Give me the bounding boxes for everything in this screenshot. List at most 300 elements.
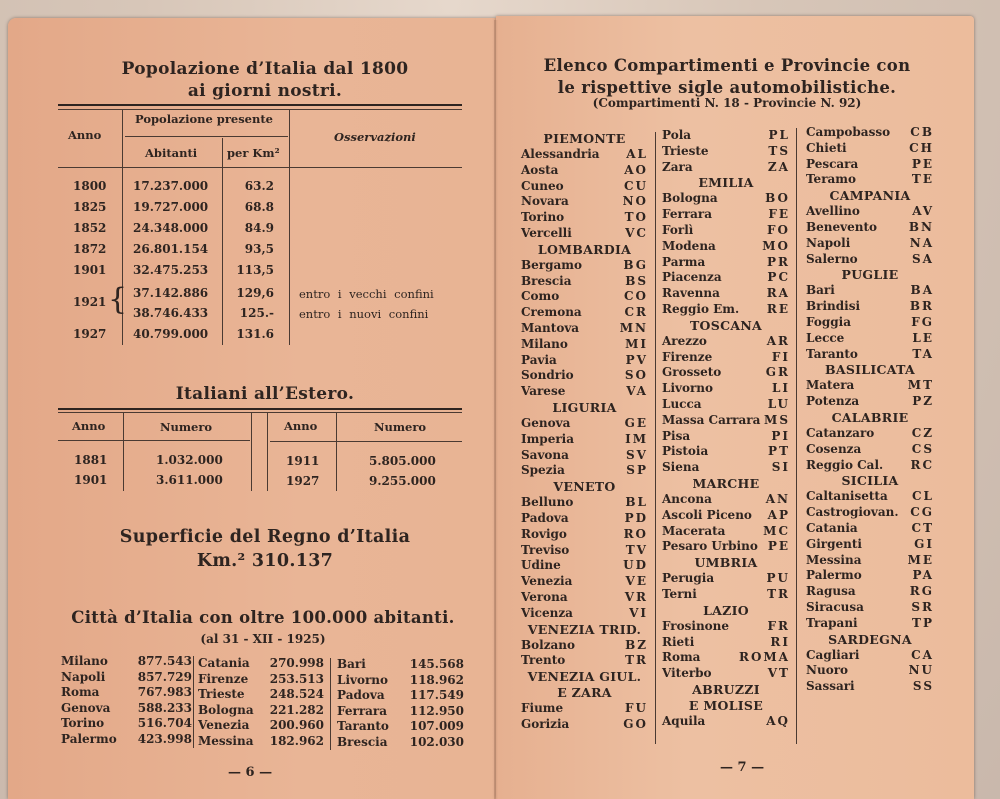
province-row	[521, 717, 648, 733]
province-name: Firenze	[662, 349, 713, 364]
abroad-top-rule-thin	[58, 412, 462, 413]
province-name: Ferrara	[662, 207, 713, 222]
city-row	[198, 703, 324, 719]
province-name: Lucca	[662, 396, 702, 411]
province-name: Viterbo	[662, 666, 712, 681]
compartimento-heading: UMBRIA	[694, 555, 758, 571]
abroad-top-rule	[58, 408, 462, 410]
province-row	[806, 204, 934, 220]
province-row	[521, 638, 648, 654]
header-popolazione-presente: Popolazione presente	[135, 112, 273, 126]
page-number-right: — 7 —	[720, 760, 765, 775]
province-code: GO	[623, 716, 648, 731]
header-abitanti: Abitanti	[145, 146, 198, 160]
province-code: NO	[622, 194, 648, 209]
province-code: SP	[626, 463, 648, 478]
row-1921b-note: entro i nuovi confini	[299, 307, 429, 321]
province-name: Roma	[662, 650, 701, 665]
province-name: Pescara	[806, 156, 859, 171]
province-row	[521, 606, 648, 622]
province-row	[806, 458, 934, 474]
row-1921b-density: 125.-	[239, 306, 274, 320]
provinces-title-line1: Elenco Compartimenti e Provincie con	[543, 56, 911, 75]
province-code: CB	[910, 125, 934, 139]
city-name: Ferrara	[337, 703, 388, 718]
province-name: Zara	[662, 159, 693, 174]
province-code: LI	[771, 381, 790, 396]
province-row	[662, 286, 790, 302]
provinces-column-1	[521, 131, 648, 733]
provinces-divider-2	[796, 128, 797, 744]
province-name: Sassari	[806, 679, 855, 694]
province-name: Venezia	[521, 574, 573, 589]
province-row	[662, 429, 790, 445]
province-name: Nuoro	[806, 663, 849, 678]
compartimento-heading: E ZARA	[557, 685, 612, 701]
province-code: CO	[623, 289, 648, 304]
province-name: Avellino	[806, 204, 860, 219]
province-row	[662, 302, 790, 318]
province-row	[521, 653, 648, 669]
province-name: Pola	[662, 128, 692, 142]
province-name: Vicenza	[521, 605, 573, 620]
surface-title: Superficie del Regno d’Italia	[119, 527, 411, 547]
province-name: Trapani	[806, 615, 858, 630]
province-row	[521, 289, 648, 305]
province-row	[806, 125, 934, 141]
city-row	[337, 719, 464, 735]
province-code: TV	[625, 542, 648, 557]
province-row	[806, 283, 934, 299]
province-row	[521, 226, 648, 242]
city-pop: 423.998	[137, 731, 192, 746]
province-name: Massa Carrara	[662, 412, 761, 427]
province-code: RA	[766, 286, 790, 301]
city-pop: 117.549	[409, 688, 464, 702]
header-anno: Anno	[68, 128, 102, 142]
population-title-line2: ai giorni nostri.	[187, 81, 343, 101]
province-code: MC	[763, 523, 790, 538]
book-spine	[494, 20, 498, 799]
province-name: Pistoia	[662, 444, 709, 459]
city-row	[198, 718, 324, 734]
city-pop: 200.960	[269, 718, 324, 732]
city-row	[198, 734, 324, 750]
province-name: Como	[521, 289, 560, 304]
province-code: TS	[768, 143, 790, 158]
province-row	[662, 508, 790, 524]
cities-divider-1	[193, 656, 194, 748]
province-code: TR	[767, 586, 790, 601]
province-row	[662, 460, 790, 476]
row-1921-anno: 1921	[73, 295, 107, 309]
province-row	[521, 574, 648, 590]
province-row	[521, 305, 648, 321]
province-code: GR	[765, 365, 790, 380]
province-name: Brindisi	[806, 299, 861, 314]
compartimento-heading: CALABRIE	[831, 409, 909, 425]
subheader-rule	[125, 136, 288, 137]
province-code: PR	[767, 254, 790, 269]
province-name: Frosinone	[662, 618, 730, 633]
province-code: RG	[909, 584, 934, 599]
city-pop: 118.962	[409, 672, 464, 687]
city-name: Torino	[61, 716, 105, 730]
province-row	[662, 239, 790, 255]
province-name: Cuneo	[521, 178, 564, 193]
province-code: CA	[911, 647, 934, 662]
province-code: SI	[771, 460, 790, 475]
province-name: Napoli	[806, 235, 851, 250]
province-code: FI	[771, 349, 790, 364]
cities-title: Città d’Italia con oltre 100.000 abitanti.	[71, 608, 455, 627]
province-name: Savona	[521, 447, 569, 462]
province-row	[662, 666, 790, 682]
col-divider-2	[222, 138, 223, 345]
city-name: Messina	[198, 733, 254, 748]
provinces-divider-1	[655, 132, 656, 744]
province-row	[806, 236, 934, 252]
provinces-subtitle: (Compartimenti N. 18 - Provincie N. 92)	[592, 96, 862, 110]
province-code: NU	[908, 663, 934, 678]
province-code: UD	[623, 558, 648, 573]
abroad-divider-4	[336, 413, 337, 491]
province-row	[662, 413, 790, 429]
province-name: Piacenza	[662, 270, 722, 285]
abroad-divider-2	[251, 413, 252, 491]
city-pop: 182.962	[269, 733, 324, 748]
province-name: Alessandria	[521, 147, 600, 161]
population-title-line1: Popolazione d’Italia dal 1800	[121, 59, 409, 79]
row-1852-abitanti: 24.348.000	[133, 221, 209, 235]
city-name: Bari	[337, 657, 366, 671]
province-name: Trieste	[662, 143, 709, 158]
city-row	[198, 672, 324, 688]
province-row	[806, 172, 934, 188]
province-name: Bolzano	[521, 637, 576, 652]
header-osservazioni: Osservazioni	[334, 130, 416, 144]
province-row	[662, 397, 790, 413]
province-code: PL	[768, 128, 790, 142]
province-code: SR	[911, 599, 934, 614]
compartimento-heading: VENEZIA GIUL.	[527, 669, 642, 685]
row-1901-anno: 1901	[73, 263, 107, 277]
province-name: Pavia	[521, 352, 557, 367]
province-row	[806, 220, 934, 236]
row-1800-anno: 1800	[73, 179, 107, 193]
city-row	[337, 735, 464, 751]
province-row	[521, 179, 648, 195]
province-code: TP	[912, 615, 934, 630]
cities-subtitle: (al 31 - XII - 1925)	[200, 632, 326, 646]
province-name: Arezzo	[662, 333, 707, 348]
abroad-1881-numero: 1.032.000	[156, 453, 223, 467]
province-name: Teramo	[806, 172, 856, 187]
abroad-divider-1	[123, 413, 124, 491]
province-row	[806, 394, 934, 410]
city-pop: 253.513	[269, 671, 324, 686]
province-code: PI	[771, 428, 790, 443]
province-row	[521, 384, 648, 400]
province-code: PT	[768, 444, 790, 459]
city-row	[337, 673, 464, 689]
province-row	[521, 527, 648, 543]
province-code: ZA	[767, 159, 790, 174]
city-pop: 102.030	[409, 734, 464, 749]
province-row	[521, 463, 648, 479]
city-pop: 112.950	[409, 703, 464, 718]
city-pop: 270.998	[269, 656, 324, 670]
compartimento-heading: EMILIA	[698, 175, 754, 191]
province-row	[662, 334, 790, 350]
province-row	[662, 650, 790, 666]
province-code: MN	[619, 320, 648, 335]
row-1921b-abitanti: 38.746.433	[133, 306, 209, 320]
province-code: PE	[767, 539, 790, 554]
province-row	[806, 157, 934, 173]
province-code: IM	[625, 431, 648, 446]
cities-column-3	[337, 657, 464, 750]
province-row	[806, 331, 934, 347]
province-code: CG	[910, 505, 934, 520]
abroad-header-anno-left: Anno	[72, 419, 106, 433]
province-code: CS	[911, 441, 934, 456]
surface-block	[60, 526, 470, 572]
abroad-divider-3	[267, 413, 268, 491]
province-code: AP	[767, 507, 790, 522]
province-name: Catanzaro	[806, 425, 875, 440]
city-name: Napoli	[61, 669, 106, 684]
city-name: Firenze	[198, 671, 249, 686]
row-1872-density: 93,5	[244, 242, 274, 256]
province-name: Udine	[521, 558, 561, 573]
province-row	[521, 511, 648, 527]
province-row	[662, 492, 790, 508]
province-row	[662, 144, 790, 160]
province-row	[806, 679, 934, 695]
city-name: Taranto	[337, 719, 389, 733]
province-row	[806, 299, 934, 315]
abroad-1927-numero: 9.255.000	[369, 474, 436, 488]
province-name: Girgenti	[806, 536, 862, 551]
province-code: VI	[629, 605, 648, 620]
page-number-left: — 6 —	[228, 765, 273, 780]
province-name: Caltanisetta	[806, 489, 888, 504]
province-row	[521, 258, 648, 274]
province-row	[662, 635, 790, 651]
province-row	[521, 163, 648, 179]
province-name: Grosseto	[662, 365, 722, 380]
province-row	[521, 416, 648, 432]
province-row	[662, 365, 790, 381]
row-1927-anno: 1927	[73, 327, 107, 341]
province-name: Trento	[521, 653, 566, 668]
province-code: BA	[910, 283, 934, 298]
compartimento-heading: VENETO	[553, 479, 616, 495]
compartimento-heading: PUGLIE	[841, 267, 899, 283]
province-row	[521, 337, 648, 353]
province-code: BL	[625, 495, 648, 510]
province-code: SV	[626, 447, 648, 462]
province-row	[662, 714, 790, 730]
city-row	[337, 704, 464, 720]
province-name: Gorizia	[521, 716, 570, 731]
province-row	[806, 252, 934, 268]
province-row	[806, 489, 934, 505]
city-pop: 145.568	[409, 657, 464, 671]
header-bottom-rule	[58, 167, 462, 168]
province-name: Brescia	[521, 273, 572, 288]
province-row	[662, 571, 790, 587]
city-name: Catania	[198, 656, 250, 670]
province-code: GI	[914, 536, 934, 551]
province-row	[521, 558, 648, 574]
province-row	[806, 315, 934, 331]
city-pop: 516.704	[137, 716, 192, 730]
province-code: SO	[624, 368, 648, 383]
province-name: Torino	[521, 210, 565, 225]
compartimento-heading: LAZIO	[703, 602, 749, 618]
abroad-header-rule-left	[58, 440, 250, 441]
provinces-title	[512, 55, 942, 99]
province-row	[662, 524, 790, 540]
row-1852-density: 84.9	[244, 221, 274, 235]
city-row	[61, 654, 192, 670]
province-name: Terni	[662, 586, 697, 601]
province-name: Fiume	[521, 701, 564, 716]
province-row	[662, 381, 790, 397]
province-name: Reggio Em.	[662, 301, 740, 316]
province-code: BR	[909, 299, 934, 314]
province-code: LE	[912, 330, 934, 345]
province-row	[521, 368, 648, 384]
abroad-1901-numero: 3.611.000	[156, 473, 223, 487]
city-pop: 107.009	[409, 719, 464, 733]
province-code: SS	[912, 679, 934, 694]
province-row	[521, 147, 648, 163]
city-row	[61, 685, 192, 701]
province-name: Reggio Cal.	[806, 457, 884, 472]
province-row	[806, 378, 934, 394]
province-code: TE	[911, 172, 934, 187]
compartimento-heading: SARDEGNA	[828, 631, 912, 647]
province-code: AV	[912, 204, 934, 219]
city-name: Roma	[61, 685, 100, 699]
province-row	[806, 141, 934, 157]
province-name: Rovigo	[521, 526, 567, 541]
province-name: Siracusa	[806, 599, 864, 614]
province-name: Novara	[521, 194, 569, 209]
abroad-1911-anno: 1911	[286, 454, 320, 468]
city-pop: 857.729	[137, 669, 192, 684]
row-1825-density: 68.8	[244, 200, 274, 214]
city-row	[337, 688, 464, 704]
province-name: Aosta	[521, 162, 559, 177]
province-row	[521, 194, 648, 210]
province-code: MS	[764, 412, 790, 427]
surface-value: Km.² 310.137	[196, 551, 334, 571]
province-code: ME	[907, 552, 934, 567]
province-code: PC	[767, 270, 790, 285]
row-1872-abitanti: 26.801.154	[133, 242, 209, 256]
province-row	[662, 539, 790, 555]
province-row	[806, 648, 934, 664]
province-code: RO	[623, 526, 648, 541]
row-1825-anno: 1825	[73, 200, 107, 214]
province-name: Ancona	[662, 491, 712, 506]
cities-divider-2	[330, 658, 331, 750]
province-row	[521, 432, 648, 448]
province-row	[521, 590, 648, 606]
city-name: Livorno	[337, 672, 389, 687]
population-table-top-rule-thin	[58, 109, 462, 110]
province-name: Palermo	[806, 568, 862, 583]
province-row	[806, 426, 934, 442]
province-name: Taranto	[806, 346, 858, 361]
row-1800-density: 63.2	[244, 179, 274, 193]
compartimento-heading: E MOLISE	[688, 697, 764, 713]
province-code: AO	[624, 162, 648, 177]
province-code: CH	[909, 140, 934, 155]
province-name: Bergamo	[521, 257, 582, 272]
province-name: Parma	[662, 254, 706, 269]
province-row	[521, 448, 648, 464]
city-name: Brescia	[337, 734, 388, 749]
abroad-header-rule-right	[270, 441, 462, 442]
province-name: Ascoli Piceno	[662, 507, 752, 522]
city-pop: 588.233	[137, 700, 192, 715]
row-1901-density: 113,5	[236, 263, 274, 277]
province-name: Milano	[521, 336, 568, 351]
province-row	[662, 207, 790, 223]
province-code: LU	[767, 396, 790, 411]
province-code: PV	[625, 352, 648, 367]
province-row	[806, 616, 934, 632]
province-row	[662, 350, 790, 366]
compartimento-heading: MARCHE	[692, 475, 760, 491]
province-code: AQ	[766, 713, 790, 728]
province-name: Pesaro Urbino	[662, 539, 758, 554]
province-name: Mantova	[521, 320, 580, 335]
province-code: TA	[912, 346, 934, 361]
province-row	[806, 600, 934, 616]
province-code: BG	[623, 257, 648, 272]
row-1927-abitanti: 40.799.000	[133, 327, 209, 341]
province-name: Modena	[662, 238, 716, 253]
province-name: Bari	[806, 283, 835, 298]
provinces-column-3	[806, 125, 934, 695]
province-row	[662, 128, 790, 144]
province-row	[806, 537, 934, 553]
province-code: CL	[912, 489, 934, 504]
province-name: Livorno	[662, 381, 714, 396]
province-name: Cagliari	[806, 647, 860, 662]
compartimento-heading: LOMBARDIA	[537, 241, 632, 257]
province-name: Cosenza	[806, 441, 862, 456]
province-code: MT	[907, 378, 934, 393]
province-code: AN	[765, 491, 790, 506]
province-name: Ragusa	[806, 584, 856, 599]
province-code: GE	[624, 415, 648, 430]
compartimento-heading: TOSCANA	[689, 317, 763, 333]
population-table-top-rule	[58, 104, 462, 106]
province-code: BO	[765, 191, 790, 206]
province-name: Pisa	[662, 428, 691, 443]
province-code: PE	[911, 156, 934, 171]
abroad-1927-anno: 1927	[286, 474, 320, 488]
province-row	[662, 444, 790, 460]
province-code: VA	[626, 384, 648, 399]
